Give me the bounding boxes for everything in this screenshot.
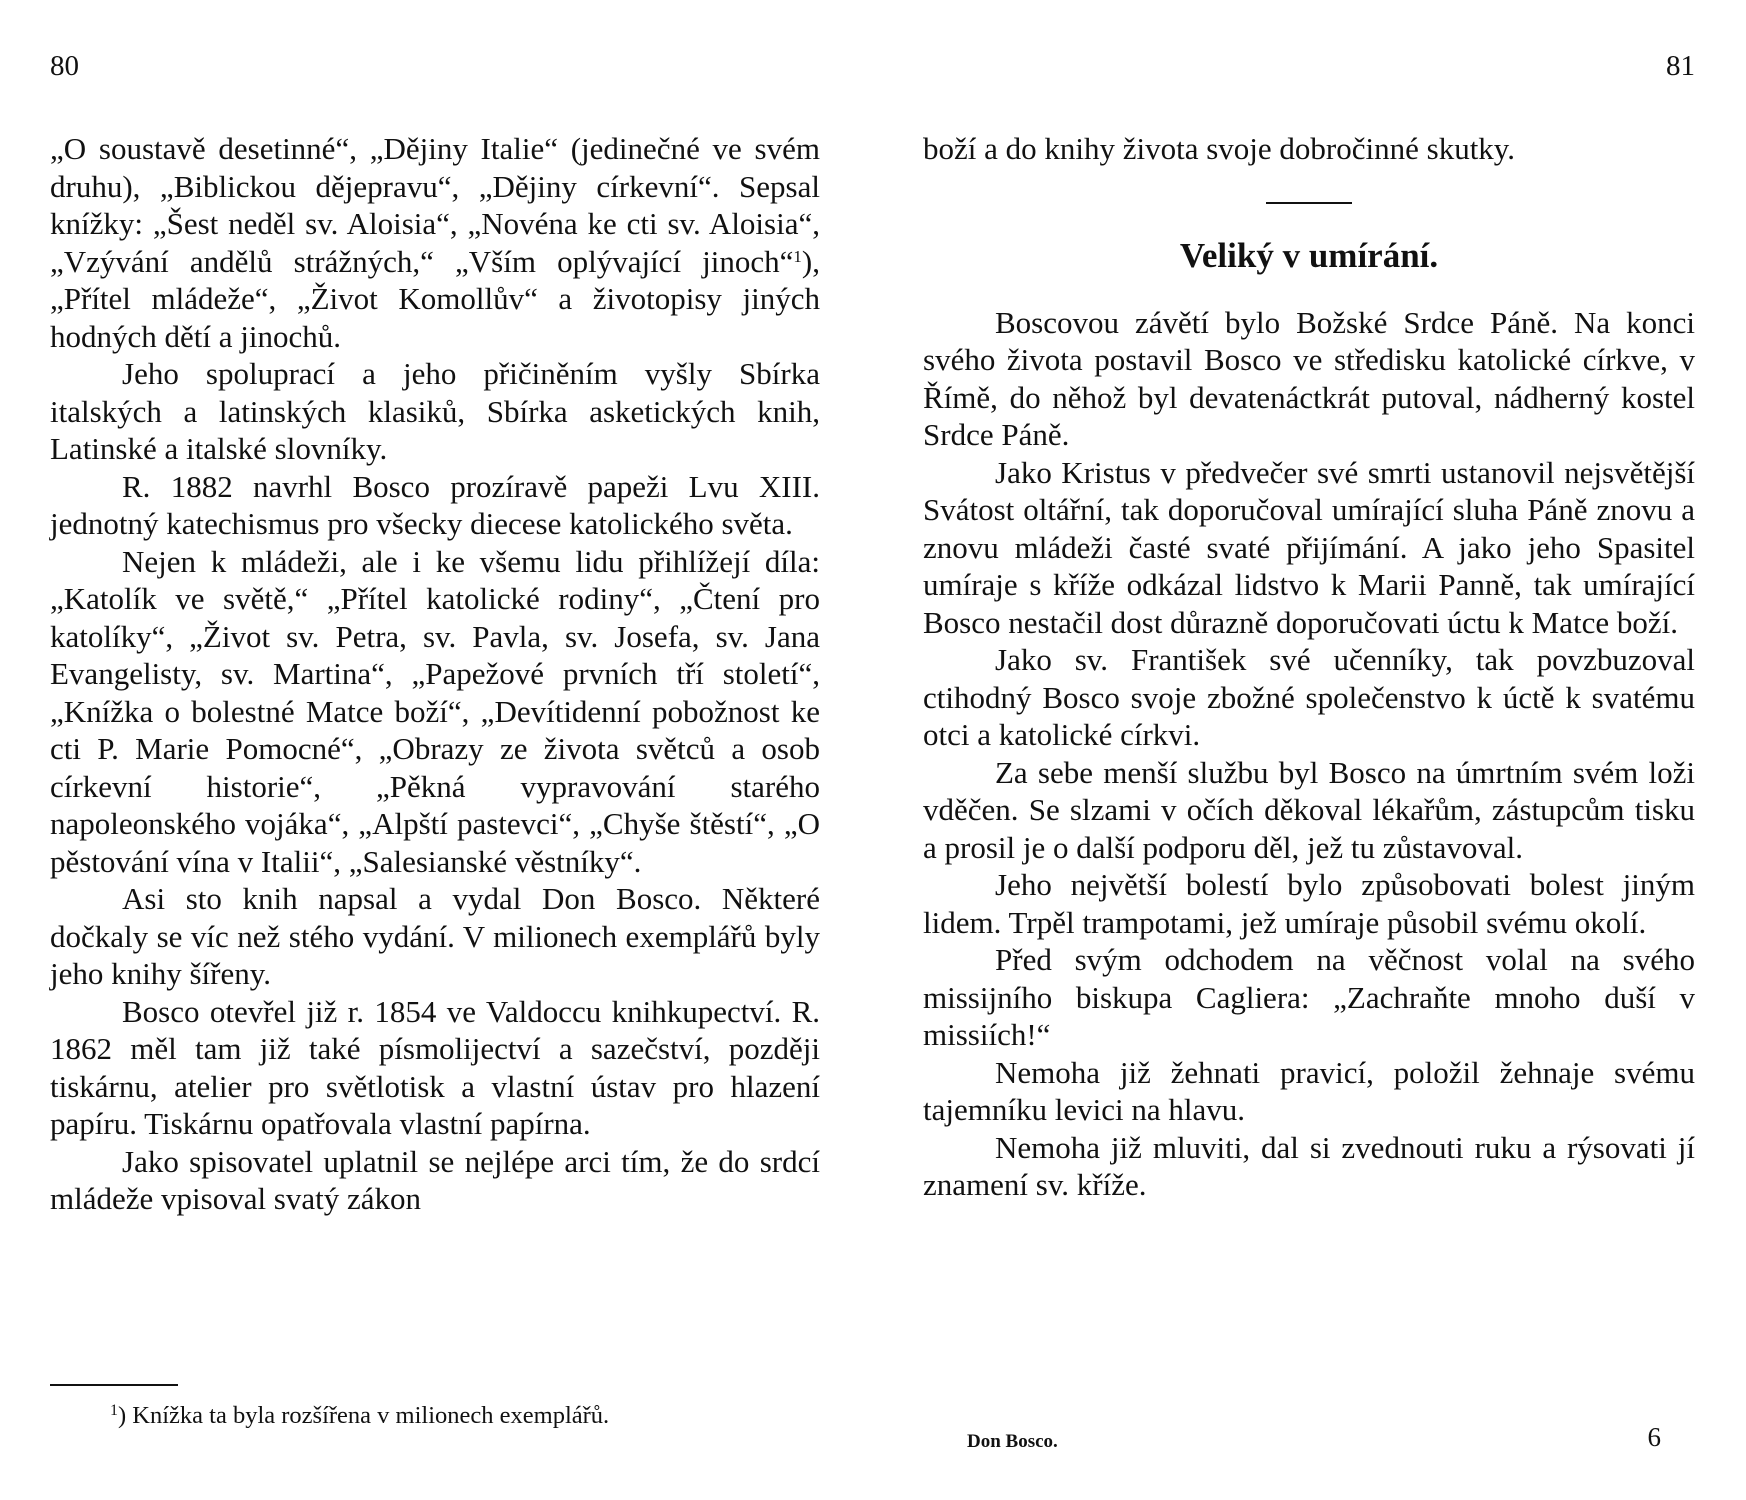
section-divider <box>1266 202 1352 204</box>
right-paragraph-4: Za sebe menší službu byl Bosco na úmrtním svém loži vděčen. Se slzami v očích děkoval lékařům, zástupcům tisku a prosil je o další podporu děl, jež tu zůstavoval. <box>923 754 1695 865</box>
right-body-text <box>923 130 1695 1204</box>
right-page <box>923 0 1695 1500</box>
sheet-number: 6 <box>1647 1422 1661 1452</box>
right-paragraph-6: Před svým odchodem na věčnost volal na svého missijního biskupa Cagliera: „Zachraňte mnoho duší v missiích!“ <box>923 942 1695 1052</box>
right-paragraph-7: Nemoha již žehnati pravicí, položil žehnaje svému tajemníku levici na hlavu. <box>923 1054 1695 1127</box>
signature-mark: Don Bosco. <box>967 1431 1058 1452</box>
left-page <box>50 0 820 1500</box>
right-paragraph-3: Jako sv. František své učenníky, tak povzbuzoval ctihodný Bosco svoje zbožné společenstvo k úctě k svatému otci a katolické církvi. <box>923 642 1695 752</box>
footnote-reference[interactable]: 1 <box>793 246 802 266</box>
footnote-marker: 1 <box>110 1402 118 1419</box>
right-paragraph-1: Boscovou závětí bylo Božské Srdce Páně. Na konci svého života postavil Bosco ve středisku katolické církve, v Římě, do něhož byl devatenáctkrát putoval, nádherný kostel Srdce Páně. <box>923 304 1695 452</box>
left-paragraph-7: Jako spisovatel uplatnil se nejlépe arci tím, že do srdcí mládeže vpisoval svatý zákon <box>50 1143 820 1216</box>
right-continuation: boží a do knihy života svoje dobročinné skutky. <box>923 131 1516 166</box>
right-paragraph-5: Jeho největší bolestí bylo způsobovati bolest jiným lidem. Trpěl trampotami, jež umíraje působil svému okolí. <box>923 867 1695 940</box>
footnote <box>110 1396 820 1431</box>
left-paragraph-5: Asi sto knih napsal a vydal Don Bosco. Některé dočkaly se víc než stého vydání. V milionech exemplářů byly jeho knihy šířeny. <box>50 881 820 991</box>
right-page-number: 81 <box>1666 50 1695 82</box>
left-paragraph-3: R. 1882 navrhl Bosco prozíravě papeži Lvu XIII. jednotný katechismus pro všecky diecese katolického světa. <box>50 468 820 541</box>
left-body-text <box>50 130 820 1218</box>
right-paragraph-8: Nemoha již mluviti, dal si zvednouti ruku a rýsovati jí znamení sv. kříže. <box>923 1129 1695 1202</box>
footnote-text: ) Knížka ta byla rozšířena v milionech exemplářů. <box>118 1402 610 1429</box>
section-heading: Veliký v umírání. <box>1179 235 1439 275</box>
footnote-divider <box>50 1384 178 1386</box>
right-paragraph-2: Jako Kristus v předvečer své smrti ustanovil nejsvětější Svátost oltářní, tak doporučoval umírající sluha Páně znovu a znovu mládeži časté svaté přijímání. A jako jeho Spasitel umíraje s kříže odkázal lidstvo k Marii Panně, tak umírající Bosco nestačil dost důrazně doporučovati úctu k Matce boží. <box>923 454 1695 640</box>
left-paragraph-1: „O soustavě desetinné“, „Dějiny Italie“ (jedinečné ve svém druhu), „Biblickou dějepravu“, „Dějiny církevní“. Sepsal knížky: „Šest neděl sv. Aloisia“, „Novéna ke cti sv. Aloisia“, „Vzývání andělů strážných,“ „Vším oplývající jinoch“$^1$), „Přítel mládeže“, „Život Komollův“ a životopisy jiných hodných dětí a jinochů. <box>50 131 820 354</box>
left-paragraph-6: Bosco otevřel již r. 1854 ve Valdoccu knihkupectví. R. 1862 měl tam již také písmolijectví a sazečství, později tiskárnu, atelier pro světlotisk a vlastní ústav pro hlazení papíru. Tiskárnu opatřovala vlastní papírna. <box>50 993 820 1141</box>
left-page-number: 80 <box>50 50 79 82</box>
left-paragraph-4: Nejen k mládeži, ale i ke všemu lidu přihlížejí díla: „Katolík ve světě,“ „Přítel katolické rodiny“, „Čtení pro katolíky“, „Život sv. Petra, sv. Pavla, sv. Josefa, sv. Jana Evangelisty, sv. Martina“, „Papežové prvních tří století“, „Knížka o bolestné Matce boží“, „Devítidenní pobožnost ke cti P. Marie Pomocné“, „Obrazy ze života světců a osob církevní historie“, „Pěkná vypravování starého napoleonského vojáka“, „Alpští pastevci“, „Chyše štěstí“, „O pěstování vína v Italii“, „Salesianské věstníky“. <box>50 543 820 879</box>
left-paragraph-2: Jeho spoluprací a jeho přičiněním vyšly Sbírka italských a latinských klasiků, Sbírka asketických knih, Latinské a italské slovníky. <box>50 356 820 466</box>
